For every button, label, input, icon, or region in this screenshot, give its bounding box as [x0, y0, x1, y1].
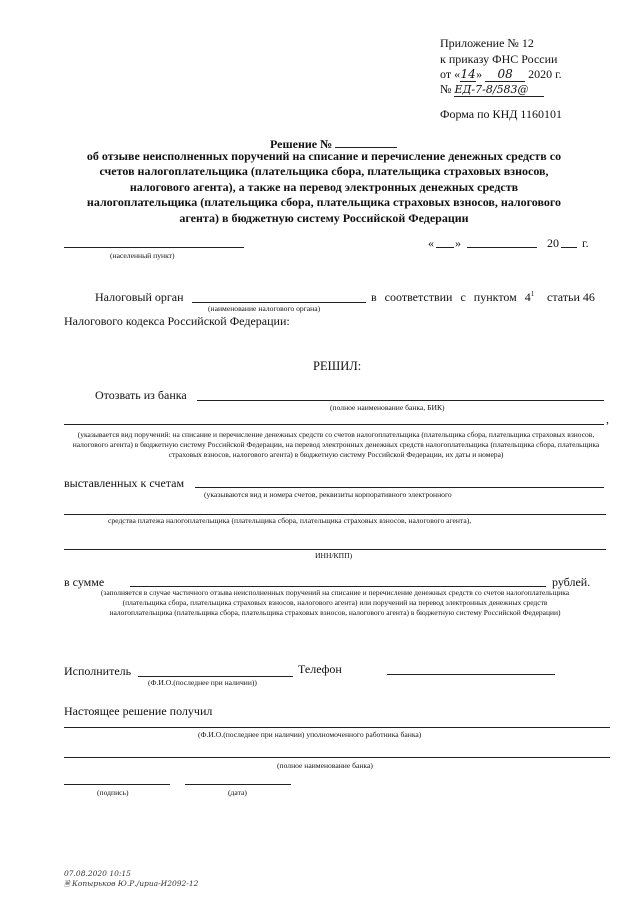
orders-line — [64, 424, 604, 425]
accounts-caption2: средства платежа налогоплательщика (плательщика сбора, плательщика страховых взносов, налогового агента), — [108, 516, 472, 525]
accounts-line2 — [64, 514, 606, 515]
day-line — [436, 247, 454, 248]
date-month: 08 — [485, 67, 525, 82]
authority-caption: (наименование налогового органа) — [208, 304, 321, 313]
decision-title: об отзыве неисполненных поручений на списание и перечисление денежных средств со счетов налогоплательщика (плательщика сбора, плательщика страховых взносов, налогового агента), а также на перевод электронных денежных средств налогоплательщика (плательщика сбора, плательщика страховых взносов, налогового агента) в бюджетную систему Российской Федерации — [86, 149, 562, 225]
decided-heading: РЕШИЛ: — [313, 359, 362, 373]
accordance-sup: 1 — [530, 290, 535, 298]
year-line — [561, 247, 577, 248]
tax-code: Налогового кодекса Российской Федерации: — [64, 314, 290, 328]
sum-line — [130, 586, 546, 587]
executor-caption: (Ф.И.О.(последнее при наличии)) — [148, 678, 257, 687]
place-caption: (населенный пункт) — [110, 251, 175, 260]
bank-line — [197, 400, 604, 401]
date-open: « — [428, 236, 434, 250]
received-line1 — [64, 727, 610, 728]
footer-author-text: Копырьков Ю.Р./ириа-И2092-12 — [72, 879, 199, 888]
orders-comma: , — [606, 412, 609, 426]
recall-label: Отозвать из банка — [95, 388, 187, 402]
date-mid: » — [476, 67, 483, 81]
article-text: статьи 46 — [547, 290, 595, 304]
form-code: Форма по КНД 1160101 — [440, 107, 562, 121]
received-caption2: (полное наименование банка) — [277, 761, 373, 770]
appendix-line2: к приказу ФНС России — [440, 52, 558, 66]
received-caption1: (Ф.И.О.(последнее при наличии) уполномоченного работника банка) — [198, 730, 422, 739]
authority-line — [192, 302, 366, 303]
signature-caption: (подпись) — [97, 788, 129, 797]
year-prefix: 20 — [547, 236, 559, 250]
accordance-text — [371, 290, 534, 305]
authority-label: Налоговый орган — [95, 290, 184, 304]
accounts-line3 — [64, 549, 606, 550]
accounts-caption3: ИНН/КПП) — [315, 551, 353, 560]
phone-line — [387, 674, 555, 675]
bank-caption: (полное наименование банка, БИК) — [330, 403, 445, 412]
sum-label: в сумме — [64, 575, 105, 589]
date-day: 14 — [460, 67, 476, 81]
executor-label: Исполнитель — [64, 664, 132, 678]
footer-timestamp: 07.08.2020 10:15 — [64, 869, 131, 878]
accounts-line — [195, 487, 604, 488]
accordance-main: в соответствии с пунктом 4 — [371, 290, 531, 304]
received-line2 — [64, 757, 610, 758]
document-icon: 🗎 — [64, 880, 70, 888]
date-close: » — [455, 236, 461, 250]
accounts-label: выставленных к счетам — [64, 476, 185, 490]
appendix-line1: Приложение № 12 — [440, 36, 534, 50]
date-year: 2020 г. — [528, 67, 562, 81]
appendix-date — [440, 67, 562, 82]
footer-author — [64, 879, 198, 891]
received-date-line — [185, 784, 291, 785]
decision-number-blank — [335, 147, 397, 148]
sum-unit: рублей. — [552, 575, 591, 589]
phone-label: Телефон — [298, 662, 342, 676]
executor-line — [138, 676, 293, 677]
received-date-caption: (дата) — [228, 788, 247, 797]
month-line — [467, 247, 537, 248]
received-label: Настоящее решение получил — [64, 704, 213, 718]
year-suffix: г. — [582, 236, 589, 250]
orders-caption: (указывается вид поручений: на списание и перечисление денежных средств со счетов налогоплательщика (плательщика сбора, плательщика страховых взносов, налогового агента) в бюджетную систему Российской Федерации, на перевод электронных денежных средств налогоплательщика (плательщика сбора, плательщика страховых взносов, налогового агента) в бюджетную систему Российской Федерации, их даты и номера) — [72, 430, 600, 459]
date-prefix: от « — [440, 67, 461, 81]
number-prefix: № — [440, 82, 452, 96]
place-line — [64, 247, 244, 248]
sum-caption: (заполняется в случае частичного отзыва неисполненных поручений на списание и перечисление денежных средств со счетов налогоплательщика (плательщика сбора, плательщика страховых взносов, налогового агента) или поручений на перевод электронных денежных средств налогоплательщика (плательщика сбора, плательщика страховых взносов, налогового агента) в бюджетную систему Российской Федерации) — [100, 588, 570, 617]
heading-text: Решение № — [270, 137, 333, 151]
accounts-caption1: (указываются вид и номера счетов, реквизиты корпоративного электронного — [204, 490, 452, 499]
signature-line — [64, 784, 170, 785]
number-value: ЕД-7-8/583@ — [454, 83, 544, 97]
appendix-number — [440, 82, 544, 97]
